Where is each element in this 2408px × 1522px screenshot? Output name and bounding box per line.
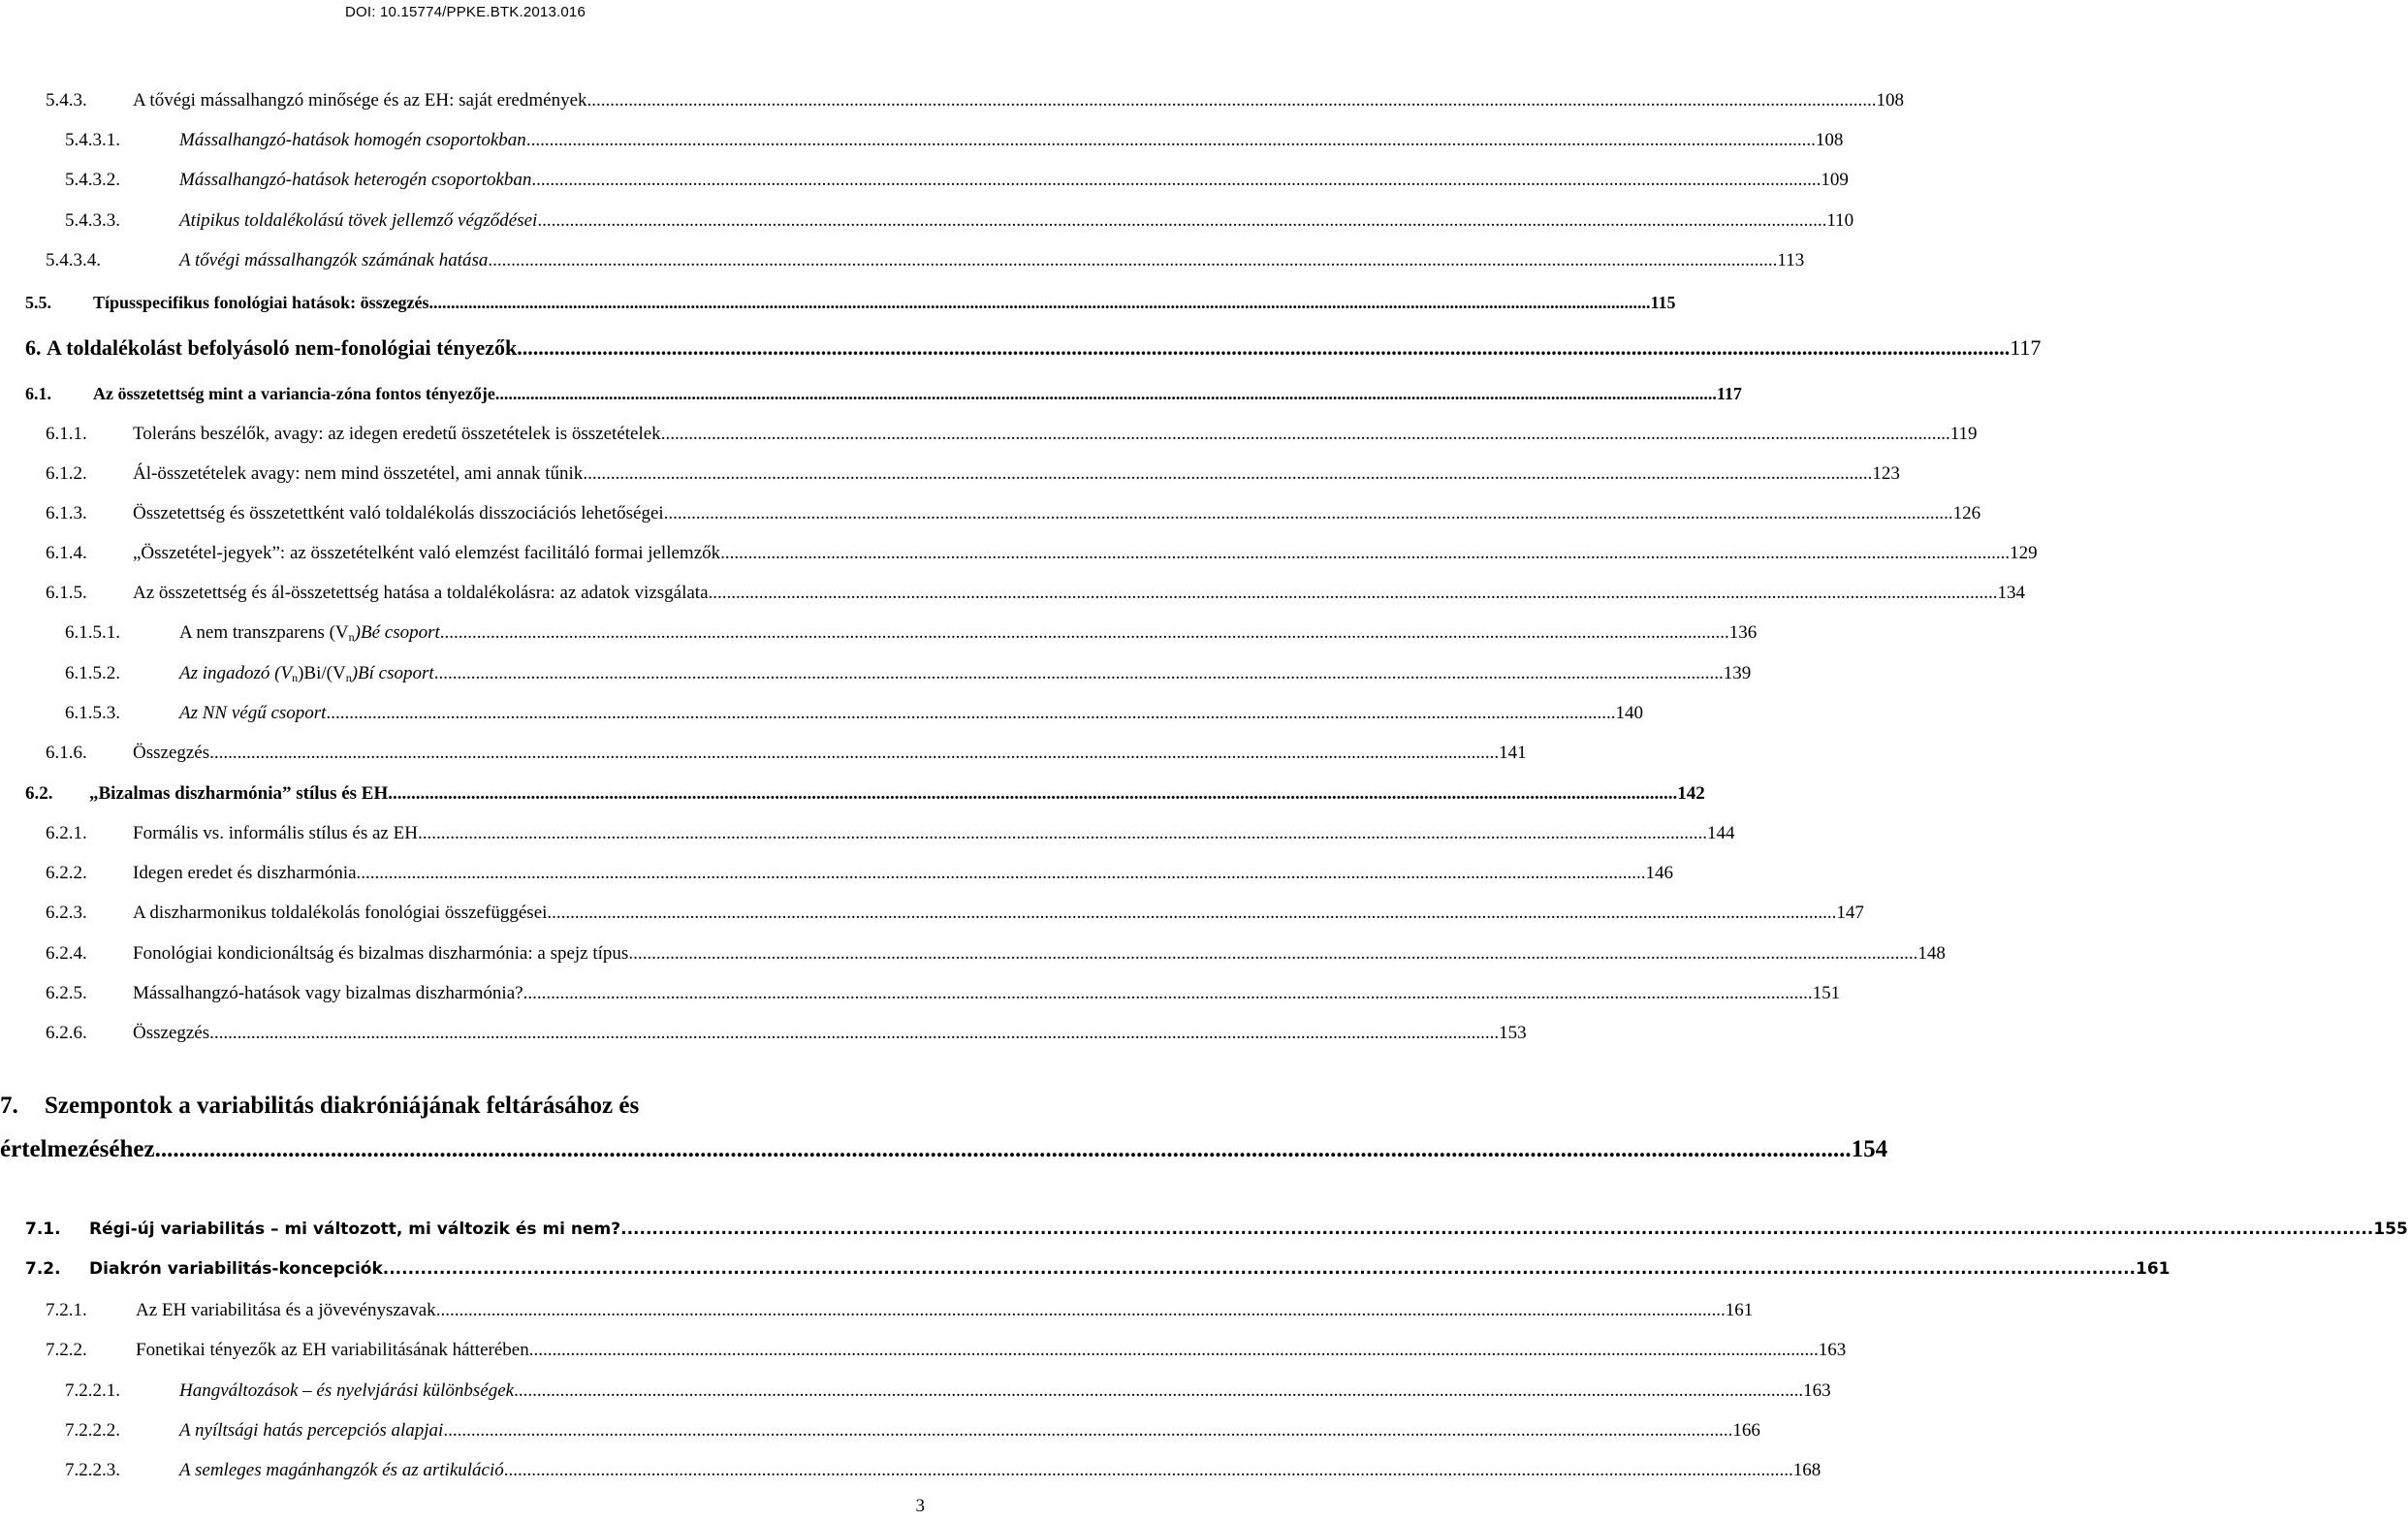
toc-page: 141 bbox=[1499, 743, 1527, 763]
toc-page: 126 bbox=[1952, 503, 1981, 523]
toc-entry[interactable] bbox=[46, 823, 1735, 844]
toc-number: 6.2.3. bbox=[46, 903, 87, 923]
toc-title-line2: értelmezéséhez bbox=[0, 1136, 155, 1162]
toc-number: 6.1.5.3. bbox=[65, 703, 120, 723]
toc-title: A toldalékolást befolyásoló nem-fonológiai tényezők bbox=[47, 335, 518, 360]
dot-leader bbox=[357, 863, 1646, 884]
toc-title: Az NN végű csoport bbox=[179, 703, 327, 723]
toc-number: 6.2. bbox=[25, 783, 53, 804]
toc-page: 163 bbox=[1818, 1340, 1847, 1360]
toc-page: 113 bbox=[1777, 250, 1805, 270]
toc-number: 6.1.5. bbox=[46, 583, 87, 603]
toc-title: Fonetikai tényezők az EH variabilitásának hátterében bbox=[136, 1340, 529, 1360]
toc-page: 142 bbox=[1677, 783, 1705, 804]
toc-entry[interactable] bbox=[46, 583, 2025, 604]
toc-page: 117 bbox=[2010, 335, 2042, 360]
toc-page: 134 bbox=[1997, 583, 2025, 603]
toc-title: Összegzés bbox=[133, 743, 210, 763]
toc-title: A diszharmonikus toldalékolás fonológiai összefüggései bbox=[133, 903, 548, 923]
toc-title: A nyíltsági hatás percepciós alapjai bbox=[179, 1420, 444, 1441]
toc-number: 7.1. bbox=[25, 1220, 61, 1239]
toc-page: 161 bbox=[1725, 1300, 1754, 1320]
dot-leader bbox=[429, 293, 1651, 313]
toc-title: Toleráns beszélők, avagy: az idegen eredetű összetételek is összetételek bbox=[133, 424, 661, 444]
toc-title: Idegen eredet és diszharmónia bbox=[133, 863, 357, 883]
toc-number: 6.1. bbox=[25, 384, 51, 403]
toc-number: 5.4.3.2. bbox=[65, 170, 120, 190]
toc-entry[interactable] bbox=[65, 1460, 1822, 1481]
toc-title: Az ingadozó $(V_n)Bi/(V_n)Bí$ csoport bbox=[179, 663, 434, 684]
doi-header: DOI: 10.15774/PPKE.BTK.2013.016 bbox=[344, 4, 586, 20]
dot-leader bbox=[388, 783, 1677, 805]
toc-title: Az összetettség és ál-összetettség hatása a toldalékolásra: az adatok vizsgálata bbox=[133, 583, 709, 603]
toc-entry[interactable] bbox=[65, 130, 1844, 151]
dot-leader bbox=[523, 983, 1813, 1004]
toc-number: 6.2.4. bbox=[46, 943, 87, 964]
toc-title: Mássalhangzó-hatások homogén csoportokban bbox=[179, 130, 526, 150]
toc-page: 155 bbox=[2373, 1220, 2408, 1239]
toc-entry[interactable] bbox=[65, 1380, 1831, 1402]
toc-title: „Bizalmas diszharmónia” stílus és EH bbox=[89, 783, 389, 804]
toc-page: 108 bbox=[1876, 90, 1905, 111]
toc-title-line1: Szempontok a variabilitás diakróniájának feltárásához és bbox=[45, 1093, 640, 1119]
toc-number: 6.2.5. bbox=[46, 983, 87, 1003]
dot-leader bbox=[418, 823, 1707, 844]
toc-title: Az összetettség mint a variancia-zóna fontos tényezője bbox=[93, 384, 495, 403]
dot-leader bbox=[326, 703, 1615, 724]
toc-entry[interactable] bbox=[65, 210, 1854, 232]
toc-number: 6.1.5.1. bbox=[65, 622, 120, 643]
toc-page: 148 bbox=[1917, 943, 1946, 964]
dot-leader bbox=[443, 1420, 1732, 1442]
toc-number: 6.1.1. bbox=[46, 424, 87, 444]
toc-title: Összetettség és összetettként való toldalékolás disszociációs lehetőségei bbox=[133, 503, 664, 523]
toc-title: Fonológiai kondicionáltság és bizalmas diszharmónia: a spejz típus bbox=[133, 943, 629, 964]
toc-title: Ál-összetételek avagy: nem mind összetétel, ami annak tűnik bbox=[133, 463, 584, 484]
toc-page: 168 bbox=[1792, 1460, 1822, 1480]
toc-page: 154 bbox=[1851, 1136, 1888, 1162]
toc-number: 7. bbox=[0, 1093, 18, 1119]
dot-leader bbox=[436, 1300, 1726, 1321]
toc-entry[interactable] bbox=[25, 384, 1742, 404]
toc-page: 166 bbox=[1732, 1420, 1760, 1441]
toc-chapter-entry[interactable] bbox=[25, 335, 2042, 361]
toc-number: 7.2.2.2. bbox=[65, 1420, 120, 1441]
toc-entry[interactable] bbox=[46, 1300, 1754, 1321]
toc-number: 5.4.3.1. bbox=[65, 130, 120, 150]
dot-leader bbox=[661, 424, 1950, 445]
toc-page: 119 bbox=[1949, 424, 1978, 444]
dot-leader bbox=[434, 663, 1724, 684]
toc-chapter-entry[interactable] bbox=[0, 1093, 1888, 1163]
toc-title: Diakrón variabilitás-koncepciók bbox=[89, 1259, 383, 1279]
toc-number: 6.1.6. bbox=[46, 743, 87, 763]
toc-entry[interactable] bbox=[65, 703, 1643, 724]
toc-number: 6. bbox=[25, 335, 42, 360]
toc-entry[interactable] bbox=[46, 250, 1805, 271]
toc-entry[interactable] bbox=[25, 783, 1705, 805]
dot-leader bbox=[514, 1380, 1803, 1402]
dot-leader bbox=[495, 384, 1717, 404]
dot-leader bbox=[155, 1136, 1852, 1163]
dot-leader bbox=[526, 130, 1816, 151]
dot-leader bbox=[537, 210, 1826, 232]
toc-number: 6.1.5.2. bbox=[65, 663, 120, 683]
toc-entry[interactable] bbox=[46, 943, 1946, 965]
toc-number: 6.1.4. bbox=[46, 543, 87, 563]
toc-title: „Összetétel-jegyek”: az összetételként való elemzést facilitáló formai jellemzők bbox=[133, 543, 721, 563]
toc-number: 5.4.3.3. bbox=[65, 210, 120, 231]
toc-number: 6.2.1. bbox=[46, 823, 87, 843]
toc-title: Mássalhangzó-hatások vagy bizalmas diszharmónia? bbox=[133, 983, 523, 1003]
toc-page: 147 bbox=[1836, 903, 1864, 923]
toc-page: 163 bbox=[1803, 1380, 1831, 1401]
toc-page: 136 bbox=[1728, 622, 1758, 643]
page-number: 3 bbox=[915, 1496, 925, 1516]
toc-number: 6.2.6. bbox=[46, 1023, 87, 1043]
dot-leader bbox=[440, 622, 1729, 644]
toc-entry[interactable] bbox=[46, 424, 1978, 445]
dot-leader bbox=[488, 250, 1777, 271]
toc-entry[interactable] bbox=[25, 1220, 2408, 1239]
dot-leader bbox=[547, 903, 1836, 924]
toc-entry[interactable] bbox=[46, 1023, 1527, 1044]
toc-page: 129 bbox=[2010, 543, 2038, 563]
toc-entry[interactable] bbox=[46, 1340, 1847, 1361]
toc-number: 7.2.1. bbox=[46, 1300, 87, 1320]
dot-leader bbox=[529, 1340, 1819, 1361]
toc-entry[interactable] bbox=[25, 1259, 2170, 1279]
toc-title: Atipikus toldalékolású tövek jellemző végződései bbox=[179, 210, 538, 231]
dot-leader bbox=[209, 743, 1499, 764]
toc-title: Az EH variabilitása és a jövevényszavak bbox=[136, 1300, 436, 1320]
toc-page: 108 bbox=[1815, 130, 1844, 150]
toc-entry[interactable] bbox=[46, 983, 1841, 1004]
toc-number: 5.4.3.4. bbox=[46, 250, 101, 270]
toc-entry[interactable] bbox=[25, 293, 1676, 313]
toc-title: A tővégi mássalhangzó minősége és az EH: saját eredmények bbox=[133, 90, 587, 111]
toc-entry[interactable] bbox=[46, 543, 2038, 564]
toc-title: Hangváltozások – és nyelvjárási különbségek bbox=[179, 1380, 515, 1401]
toc-page: 161 bbox=[2136, 1259, 2170, 1279]
toc-number: 7.2.2.3. bbox=[65, 1460, 120, 1480]
toc-entry[interactable] bbox=[46, 743, 1527, 764]
toc-page: 153 bbox=[1499, 1023, 1527, 1043]
dot-leader bbox=[517, 335, 2010, 361]
toc-number: 7.2. bbox=[25, 1259, 61, 1279]
toc-page: 109 bbox=[1821, 170, 1849, 190]
toc-title: Összegzés bbox=[133, 1023, 210, 1043]
dot-leader bbox=[531, 170, 1821, 191]
toc-number: 5.5. bbox=[25, 293, 51, 312]
toc-entry[interactable] bbox=[46, 863, 1674, 884]
dot-leader bbox=[628, 943, 1917, 965]
toc-page: 110 bbox=[1826, 210, 1854, 231]
dot-leader bbox=[504, 1460, 1793, 1481]
dot-leader bbox=[620, 1220, 2373, 1239]
toc-title: A tővégi mássalhangzók számának hatása bbox=[179, 250, 489, 270]
toc-page: 151 bbox=[1812, 983, 1841, 1003]
toc-title: Formális vs. informális stílus és az EH bbox=[133, 823, 418, 843]
toc-number: 7.2.2.1. bbox=[65, 1380, 120, 1401]
toc-number: 6.1.2. bbox=[46, 463, 87, 484]
toc-page: 115 bbox=[1650, 293, 1676, 312]
toc-entry[interactable] bbox=[65, 622, 1758, 644]
toc-title: A semleges magánhangzók és az artikuláció bbox=[179, 1460, 504, 1480]
dot-leader bbox=[709, 583, 1998, 604]
dot-leader bbox=[720, 543, 2010, 564]
toc-page: 117 bbox=[1716, 384, 1742, 403]
toc-number: 7.2.2. bbox=[46, 1340, 87, 1360]
dot-leader bbox=[383, 1259, 2136, 1279]
toc-entry[interactable] bbox=[65, 170, 1849, 191]
dot-leader bbox=[583, 463, 1872, 485]
toc-page: 139 bbox=[1723, 663, 1752, 683]
toc-page: 144 bbox=[1706, 823, 1735, 843]
toc-entry[interactable] bbox=[46, 903, 1864, 924]
toc-entry[interactable] bbox=[65, 1420, 1760, 1442]
toc-title: A nem transzparens $(V_n)Bé$ csoport bbox=[179, 622, 440, 644]
toc-title: Mássalhangzó-hatások heterogén csoportokban bbox=[179, 170, 532, 190]
toc-entry[interactable] bbox=[46, 463, 1900, 485]
toc-page: 123 bbox=[1872, 463, 1900, 484]
toc-number: 5.4.3. bbox=[46, 90, 87, 111]
toc-entry[interactable] bbox=[46, 90, 1905, 111]
toc-number: 6.2.2. bbox=[46, 863, 87, 883]
dot-leader bbox=[209, 1023, 1499, 1044]
dot-leader bbox=[587, 90, 1877, 111]
toc-page: 140 bbox=[1615, 703, 1643, 723]
dot-leader bbox=[664, 503, 1953, 524]
toc-title: Típusspecifikus fonológiai hatások: összegzés bbox=[93, 293, 429, 312]
toc-title: Régi-új variabilitás – mi változott, mi változik és mi nem? bbox=[89, 1220, 621, 1239]
toc-entry[interactable] bbox=[65, 663, 1752, 684]
toc-entry[interactable] bbox=[46, 503, 1981, 524]
toc-page: 146 bbox=[1645, 863, 1674, 883]
toc-number: 6.1.3. bbox=[46, 503, 87, 523]
